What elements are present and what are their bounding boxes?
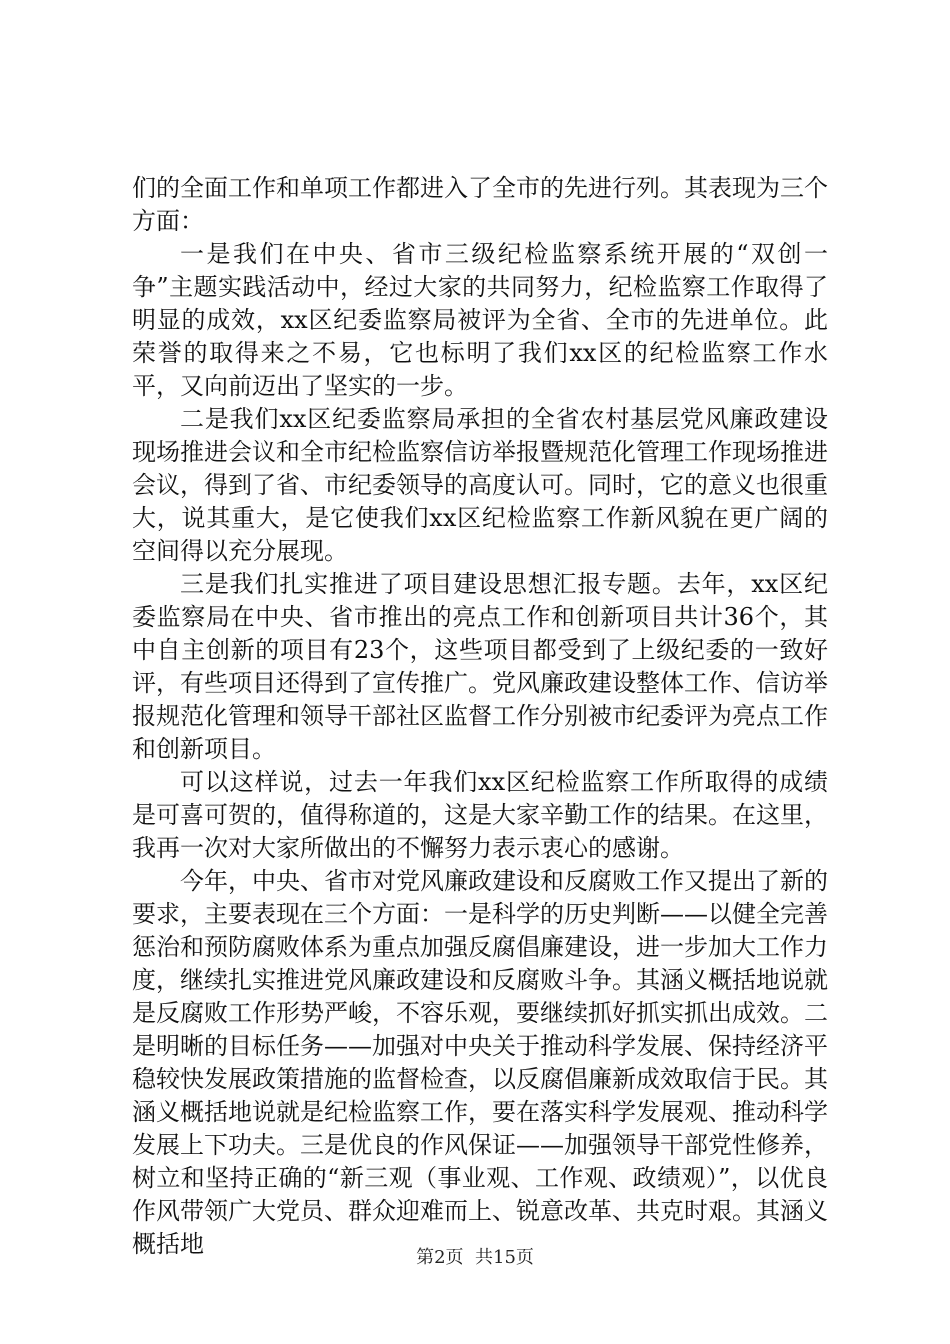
document-body — [132, 172, 828, 1261]
paragraph-1: 们的全面工作和单项工作都进入了全市的先进行列。其表现为三个方面： — [132, 174, 828, 235]
paragraph-4: 三是我们扎实推进了项目建设思想汇报专题。去年，xx区纪委监察局在中央、省市推出的亮点工作和创新项目共计36个，其中自主创新的项目有23个，这些项目都受到了上级纪委的一致好评，有些项目还得到了宣传推广。党风廉政建设整体工作、信访举报规范化管理和领导干部社区监督工作分别被市纪委评为亮点工作和创新项目。 — [132, 570, 828, 763]
paragraph-3: 二是我们xx区纪委监察局承担的全省农村基层党风廉政建设现场推进会议和全市纪检监察信访举报暨规范化管理工作现场推进会议，得到了省、市纪委领导的高度认可。同时，它的意义也很重大，说其重大，是它使我们xx区纪检监察工作新风貌在更广阔的空间得以充分展现。 — [132, 405, 828, 565]
paragraph-2: 一是我们在中央、省市三级纪检监察系统开展的“双创一争”主题实践活动中，经过大家的共同努力，纪检监察工作取得了明显的成效，xx区纪委监察局被评为全省、全市的先进单位。此荣誉的取得来之不易，它也标明了我们xx区的纪检监察工作水平，又向前迈出了坚实的一步。 — [132, 240, 828, 400]
paragraph-5: 可以这样说，过去一年我们xx区纪检监察工作所取得的成绩是可喜可贺的，值得称道的，这是大家辛勤工作的结果。在这里，我再一次对大家所做出的不懈努力表示衷心的感谢。 — [132, 768, 828, 862]
page-number: 第2页 共15页 — [416, 1247, 534, 1268]
paragraph-6: 今年，中央、省市对党风廉政建设和反腐败工作又提出了新的要求，主要表现在三个方面：一是科学的历史判断——以健全完善惩治和预防腐败体系为重点加强反腐倡廉建设，进一步加大工作力度，继续扎实推进党风廉政建设和反腐败斗争。其涵义概括地说就是反腐败工作形势严峻，不容乐观，要继续抓好抓实抓出成效。二是明晰的目标任务——加强对中央关于推动科学发展、保持经济平稳较快发展政策措施的监督检查，以反腐倡廉新成效取信于民。其涵义概括地说就是纪检监察工作，要在落实科学发展观、推动科学发展上下功夫。三是优良的作风保证——加强领导干部党性修养，树立和坚持正确的“新三观（事业观、工作观、政绩观）”，以优良作风带领广大党员、群众迎难而上、锐意改革、共克时艰。其涵义概括地 — [132, 867, 828, 1258]
page-footer — [0, 1243, 950, 1269]
